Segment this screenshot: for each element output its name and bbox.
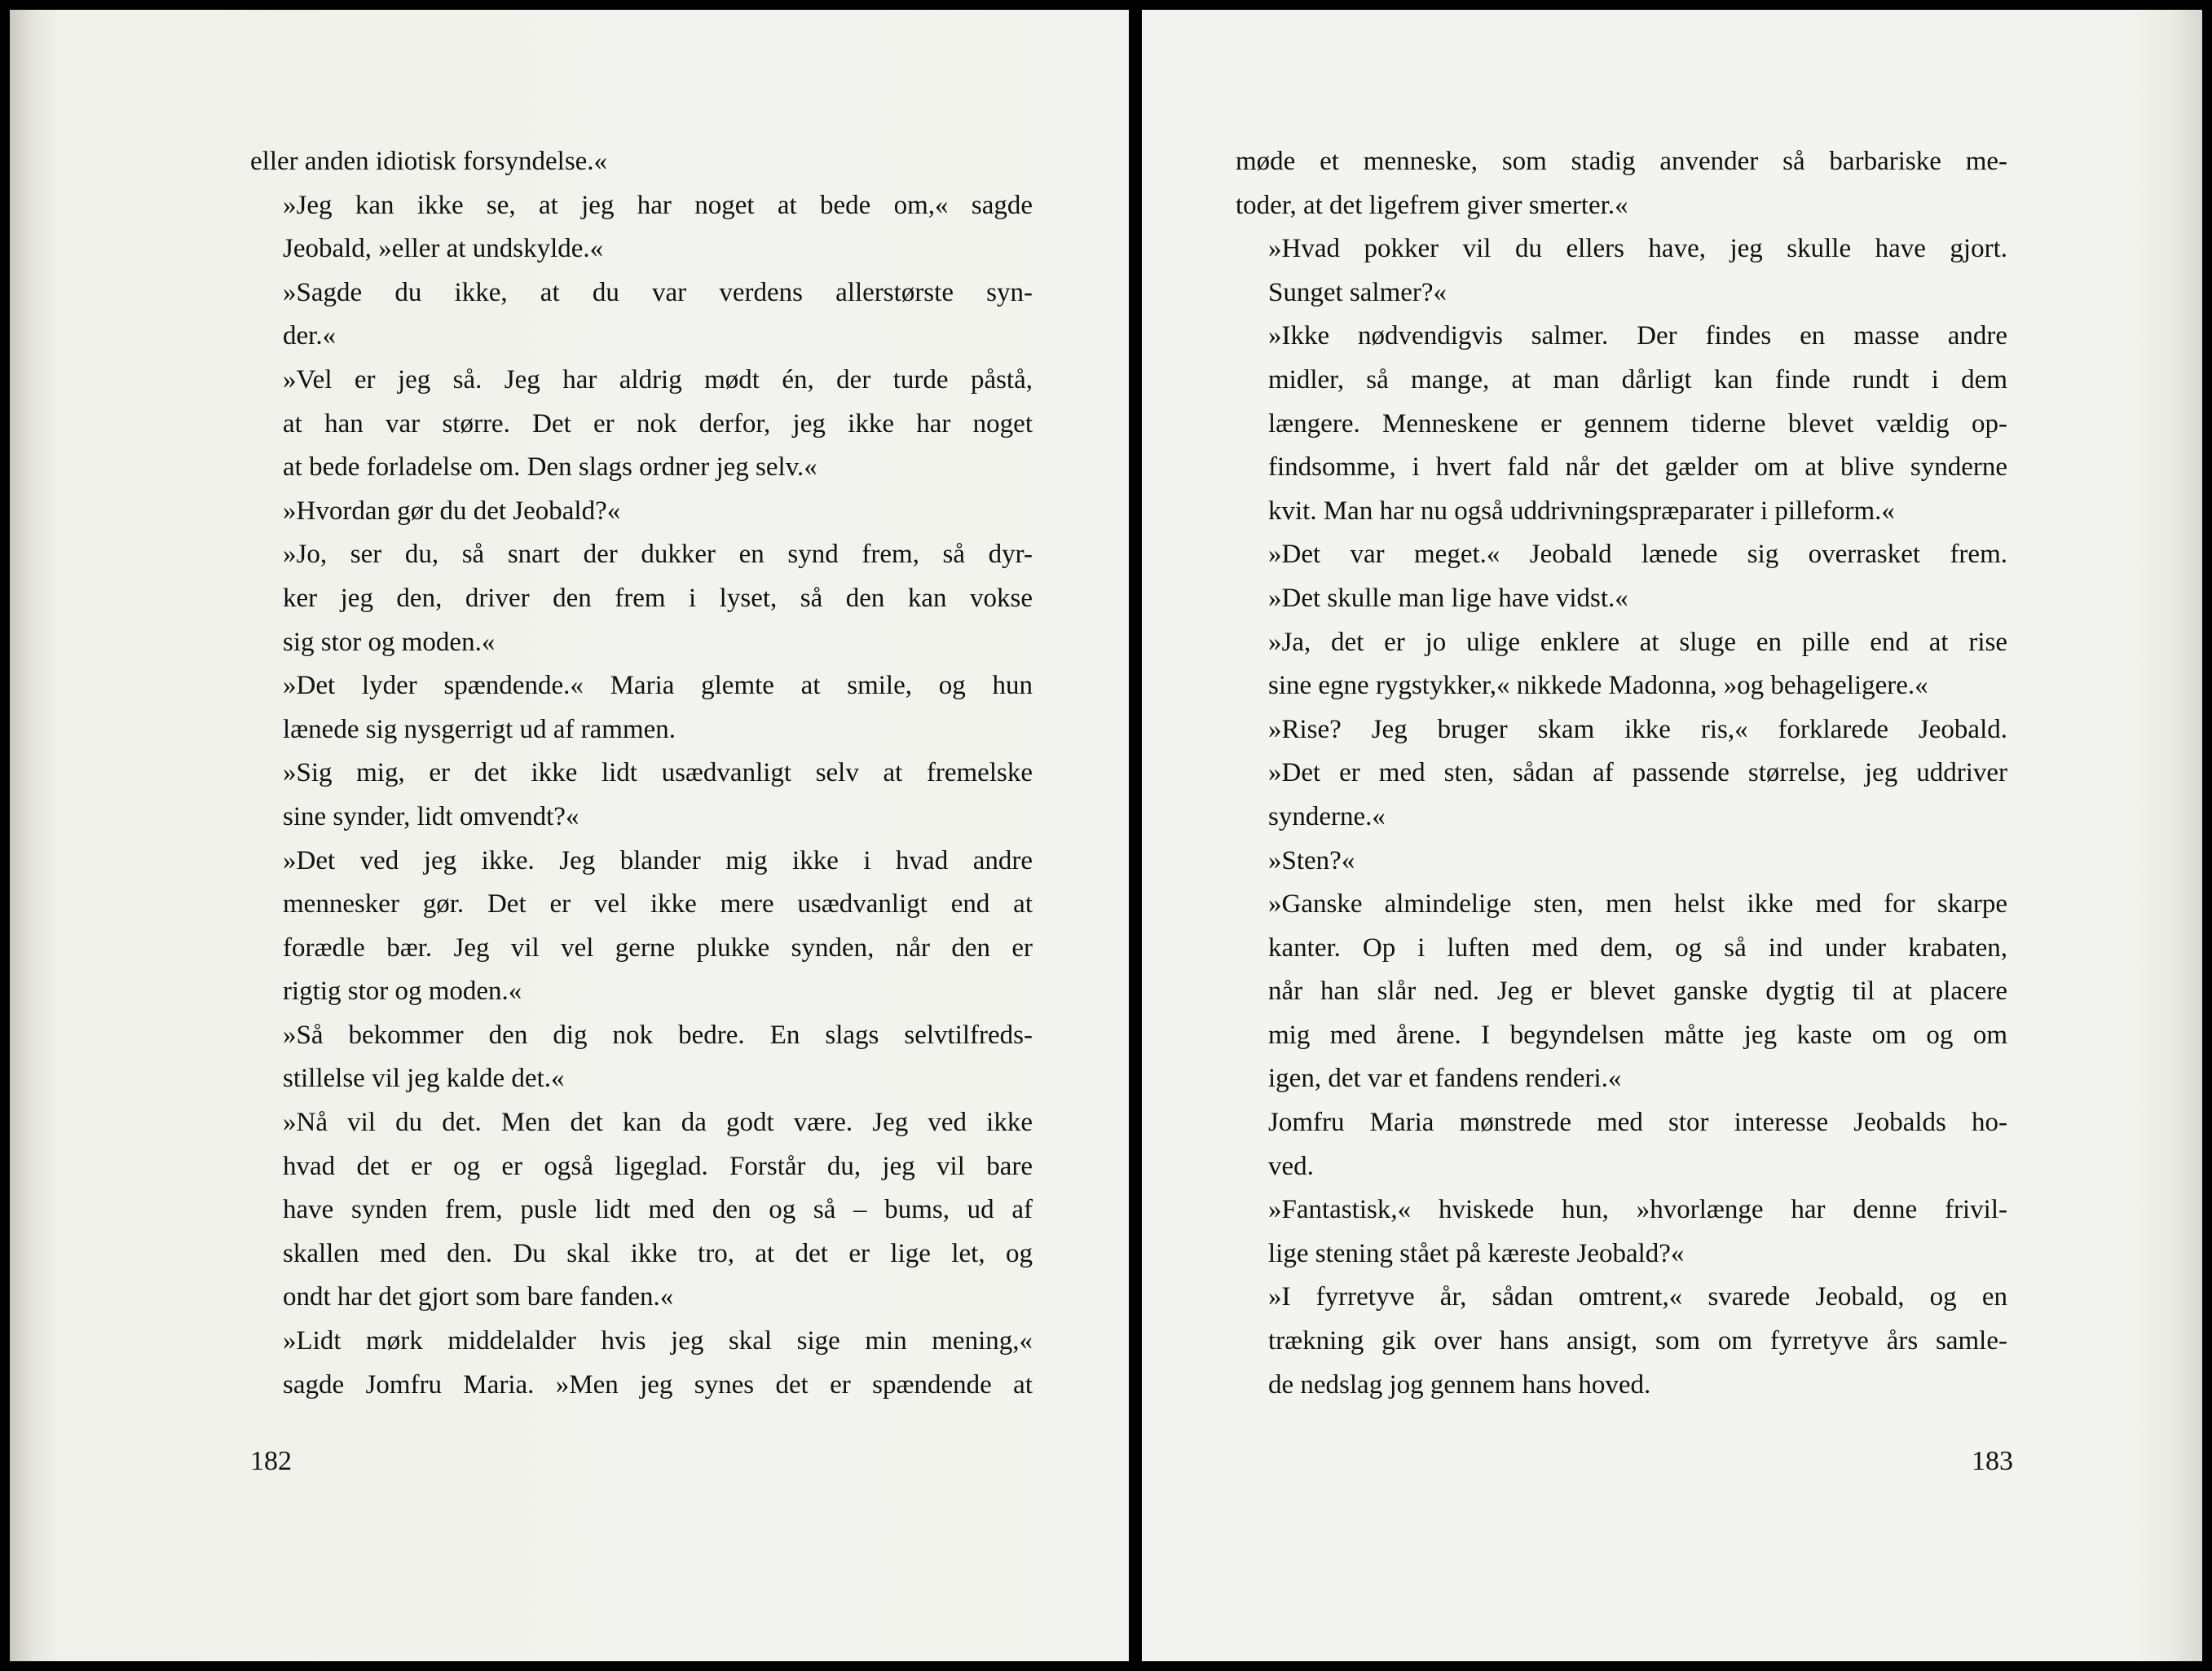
text-line: »Lidt mørk middelalder hvis jeg skal sige min mening,« xyxy=(283,1326,1033,1356)
text-line: »Sten?« xyxy=(1268,845,1355,875)
paragraph xyxy=(1236,621,2007,708)
text-line: »Sagde du ikke, at du var verdens allerstørste syn- xyxy=(283,277,1033,307)
text-line: Jeobald, »eller at undskylde.« xyxy=(283,234,604,264)
paragraph xyxy=(250,140,1033,184)
paragraph xyxy=(1236,140,2007,227)
text-line: trækning gik over hans ansigt, som om fyrretyve års samle- xyxy=(1268,1326,2007,1356)
paragraph xyxy=(1236,840,2007,884)
text-line: mennesker gør. Det er vel ikke mere usædvanligt end at xyxy=(283,889,1033,919)
text-line: Jomfru Maria mønstrede med stor interesse Jeobalds ho- xyxy=(1268,1108,2007,1138)
text-line: længere. Menneskene er gennem tiderne blevet vældig op- xyxy=(1268,408,2007,439)
text-line: »Jeg kan ikke se, at jeg har noget at bede om,« sagde xyxy=(283,190,1033,220)
paragraph xyxy=(250,664,1033,752)
text-line: synderne.« xyxy=(1268,801,1386,831)
text-line: »Det skulle man lige have vidst.« xyxy=(1268,583,1628,613)
page-number-right: 183 xyxy=(1972,1446,2013,1476)
text-line: sine synder, lidt omvendt?« xyxy=(283,801,579,831)
text-line: ker jeg den, driver den frem i lyset, så den kan vokse xyxy=(283,583,1033,613)
paragraph xyxy=(250,752,1033,839)
right-page-text xyxy=(1236,140,2007,1407)
text-line: sine egne rygstykker,« nikkede Madonna, »og behageligere.« xyxy=(1268,671,1928,701)
text-line: »I fyrretyve år, sådan omtrent,« svarede Jeobald, og en xyxy=(1268,1282,2007,1312)
text-line: have synden frem, pusle lidt med den og så – bums, ud af xyxy=(283,1195,1033,1225)
text-line: at bede forladelse om. Den slags ordner jeg selv.« xyxy=(283,452,817,483)
text-line: »Sig mig, er det ikke lidt usædvanligt selv at fremelske xyxy=(283,758,1033,788)
paragraph xyxy=(250,533,1033,664)
text-line: »Det er med sten, sådan af passende størrelse, jeg uddriver xyxy=(1268,758,2007,788)
paragraph xyxy=(250,1320,1033,1407)
text-line: lige stening stået på kæreste Jeobald?« xyxy=(1268,1238,1685,1268)
paragraph xyxy=(250,840,1033,1014)
paragraph xyxy=(1236,315,2007,533)
text-line: »Jo, ser du, så snart der dukker en synd frem, så dyr- xyxy=(283,540,1033,570)
text-line: »Ja, det er jo ulige enklere at sluge en pille end at rise xyxy=(1268,627,2007,657)
left-page xyxy=(10,10,1129,1661)
paragraph xyxy=(250,271,1033,359)
paragraph xyxy=(250,1014,1033,1101)
text-line: rigtig stor og moden.« xyxy=(283,977,522,1007)
text-line: skallen med den. Du skal ikke tro, at det er lige let, og xyxy=(283,1238,1033,1268)
text-line: »Så bekommer den dig nok bedre. En slags selvtilfreds- xyxy=(283,1020,1033,1050)
paragraph xyxy=(1236,533,2007,620)
paragraph xyxy=(1236,708,2007,840)
paragraph xyxy=(250,1101,1033,1320)
text-line: stillelse vil jeg kalde det.« xyxy=(283,1064,565,1094)
text-line: at han var større. Det er nok derfor, jeg ikke har noget xyxy=(283,408,1033,439)
text-line: »Vel er jeg så. Jeg har aldrig mødt én, der turde påstå, xyxy=(283,364,1033,395)
text-line: møde et menneske, som stadig anvender så barbariske me- xyxy=(1236,147,2007,176)
text-line: midler, så mange, at man dårligt kan finde rundt i dem xyxy=(1268,364,2007,395)
text-line: kvit. Man har nu også uddrivningspræparater i pilleform.« xyxy=(1268,496,1895,526)
text-line: toder, at det ligefrem giver smerter.« xyxy=(1236,190,1628,220)
text-line: ved. xyxy=(1268,1151,1314,1181)
text-line: lænede sig nysgerrigt ud af rammen. xyxy=(283,714,676,744)
text-line: »Det var meget.« Jeobald lænede sig overrasket frem. xyxy=(1268,540,2007,570)
text-line: »Nå vil du det. Men det kan da godt være. Jeg ved ikke xyxy=(283,1108,1033,1138)
text-line: mig med årene. I begyndelsen måtte jeg kaste om og om xyxy=(1268,1020,2007,1050)
text-line: sagde Jomfru Maria. »Men jeg synes det er spændende at xyxy=(283,1369,1033,1400)
text-line: eller anden idiotisk forsyndelse.« xyxy=(250,147,608,176)
left-page-text xyxy=(250,140,1033,1407)
paragraph xyxy=(250,359,1033,490)
text-line: de nedslag jog gennem hans hoved. xyxy=(1268,1369,1651,1400)
text-line: når han slår ned. Jeg er blevet ganske dygtig til at placere xyxy=(1268,977,2007,1007)
text-line: »Ganske almindelige sten, men helst ikke med for skarpe xyxy=(1268,889,2007,919)
text-line: »Rise? Jeg bruger skam ikke ris,« forklarede Jeobald. xyxy=(1268,714,2007,744)
text-line: findsomme, i hvert fald når det gælder om at blive synderne xyxy=(1268,452,2007,483)
paragraph xyxy=(1236,883,2007,1101)
right-page xyxy=(1142,10,2202,1661)
text-line: »Hvad pokker vil du ellers have, jeg skulle have gjort. xyxy=(1268,234,2007,264)
text-line: igen, det var et fandens renderi.« xyxy=(1268,1064,1622,1094)
text-line: hvad det er og er også ligeglad. Forstår du, jeg vil bare xyxy=(283,1151,1033,1181)
page-number-left: 182 xyxy=(250,1446,292,1476)
text-line: ondt har det gjort som bare fanden.« xyxy=(283,1282,674,1312)
text-line: »Fantastisk,« hviskede hun, »hvorlænge har denne frivil- xyxy=(1268,1195,2007,1225)
text-line: »Det lyder spændende.« Maria glemte at smile, og hun xyxy=(283,671,1033,701)
text-line: »Det ved jeg ikke. Jeg blander mig ikke i hvad andre xyxy=(283,845,1033,875)
paragraph xyxy=(1236,1188,2007,1276)
text-line: forædle bær. Jeg vil vel gerne plukke synden, når den er xyxy=(283,932,1033,963)
text-line: sig stor og moden.« xyxy=(283,627,496,657)
paragraph xyxy=(250,184,1033,271)
text-line: Sunget salmer?« xyxy=(1268,277,1447,307)
text-line: »Ikke nødvendigvis salmer. Der findes en masse andre xyxy=(1268,321,2007,351)
paragraph xyxy=(1236,1276,2007,1407)
text-line: kanter. Op i luften med dem, og så ind under krabaten, xyxy=(1268,932,2007,963)
paragraph xyxy=(250,490,1033,534)
text-line: der.« xyxy=(283,321,337,351)
paragraph xyxy=(1236,1101,2007,1188)
paragraph xyxy=(1236,227,2007,315)
text-line: »Hvordan gør du det Jeobald?« xyxy=(283,496,621,526)
